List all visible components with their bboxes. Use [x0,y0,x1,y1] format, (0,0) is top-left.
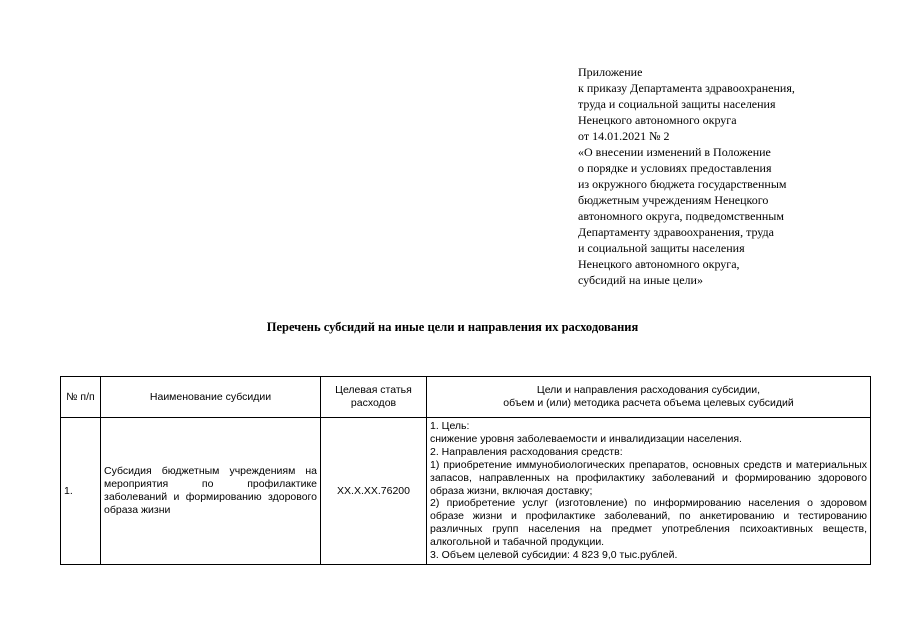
row-goals [427,418,871,565]
appendix-line: Департаменту здравоохранения, труда [578,225,774,239]
appendix-line: бюджетным учреждениям Ненецкого [578,193,769,207]
goals-line: 2. Направления расходования средств: [430,445,623,458]
header-code: Целевая статья расходов [321,377,427,418]
appendix-line: Ненецкого автономного округа [578,113,737,127]
appendix-line: автономного округа, подведомственным [578,209,784,223]
document-title: Перечень субсидий на иные цели и направления их расходования [266,320,639,334]
appendix-line: «О внесении изменений в Положение [578,145,771,159]
appendix-line: труда и социальной защиты населения [578,97,776,111]
table-header-row [61,377,871,418]
appendix-line: Ненецкого автономного округа, [578,257,740,271]
header-num: № п/п [61,377,101,418]
appendix-line: субсидий на иные цели» [578,273,703,287]
goals-line: 1) приобретение иммунобиологических препаратов, основных средств и материальных запасов, направленных на профилактику заболеваний и формированию здорового образа жизни, включая доставку; [430,458,867,497]
header-goals [427,377,871,418]
goals-line: снижение уровня заболеваемости и инвалидизации населения. [430,432,742,445]
row-budget-code: XX.X.XX.76200 [321,418,427,565]
appendix-line: от 14.01.2021 № 2 [578,129,670,143]
row-num: 1. [61,418,101,565]
appendix-header [578,64,878,288]
appendix-line: к приказу Департамента здравоохранения, [578,81,795,95]
header-name: Наименование субсидии [101,377,321,418]
goals-line: 1. Цель: [430,420,470,432]
appendix-line: о порядке и условиях предоставления [578,161,772,175]
table-row [61,418,871,565]
subsidies-table [60,376,871,565]
goals-line: 3. Объем целевой субсидии: 4 823 9,0 тыс.рублей. [430,549,678,562]
goals-line: 2) приобретение услуг (изготовление) по информированию населения о здоровом образе жизни и профилактике заболеваний, по анкетированию и тестированию различных групп населения на предмет употребления психоактивных веществ, алкогольной и табачной продукции. [430,497,867,549]
header-goals-line: Цели и направления расходования субсидии, [536,384,761,396]
appendix-line: Приложение [578,65,643,79]
appendix-line: из окружного бюджета государственным [578,177,787,191]
appendix-line: и социальной защиты населения [578,241,745,255]
header-goals-line: объем и (или) методика расчета объема целевых субсидий [503,397,794,409]
row-subsidy-name: Субсидия бюджетным учреждениям на мероприятия по профилактике заболеваний и формированию здорового образа жизни [101,418,321,565]
